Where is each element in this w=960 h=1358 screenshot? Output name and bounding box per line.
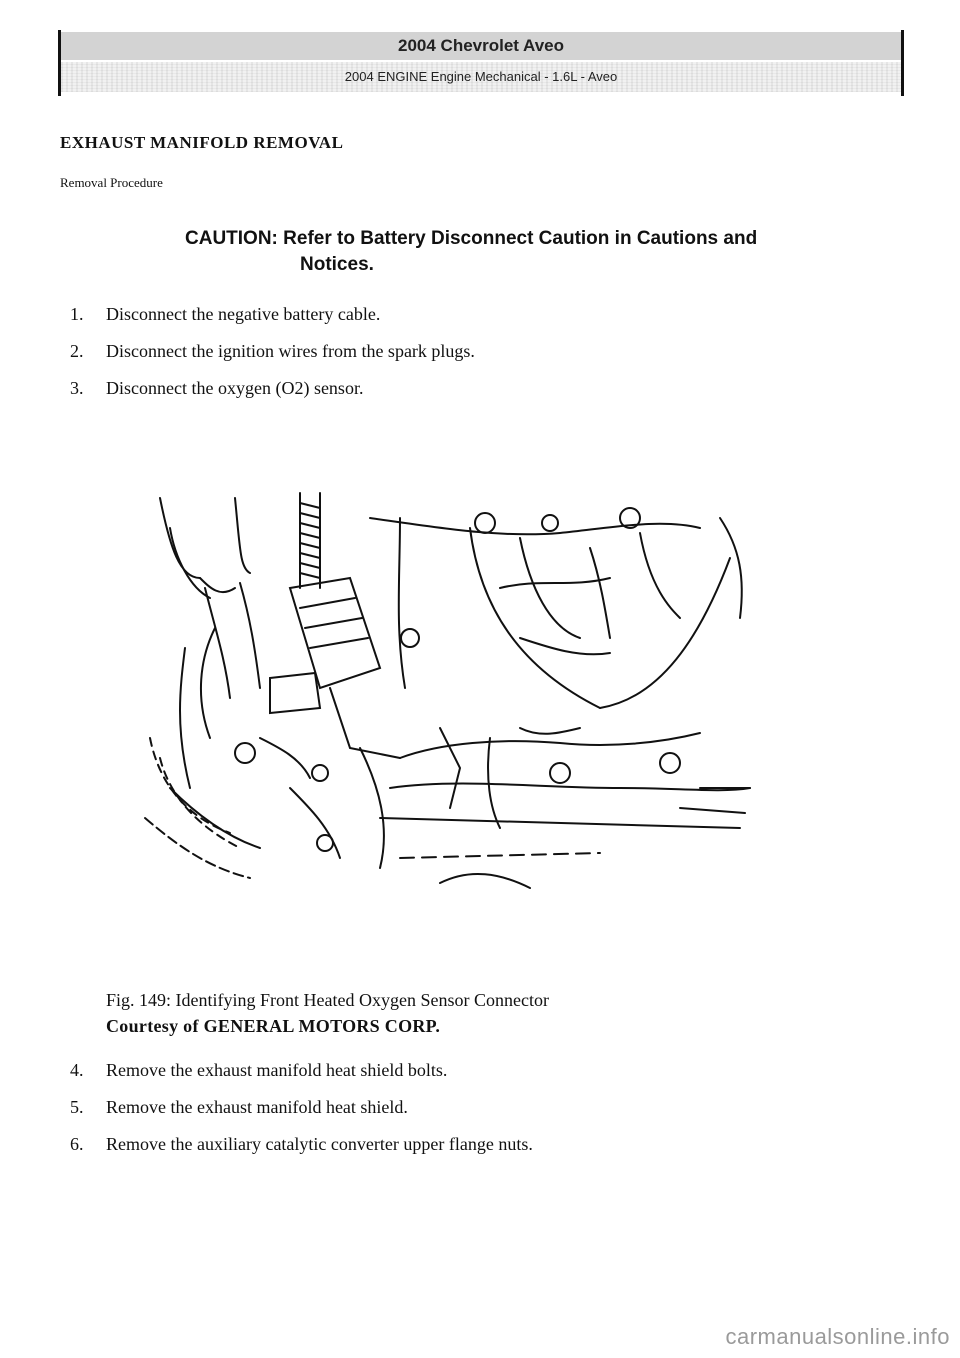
step-text: Disconnect the oxygen (O2) sensor.	[106, 378, 364, 398]
step-number: 3.	[70, 378, 84, 398]
header-subtitle: 2004 ENGINE Engine Mechanical - 1.6L - Aveo	[61, 62, 901, 92]
engine-line-drawing	[140, 488, 760, 908]
caution-notice	[185, 226, 875, 278]
step-text: Remove the exhaust manifold heat shield.	[106, 1097, 408, 1117]
step-number: 6.	[70, 1134, 84, 1154]
step-item	[70, 376, 475, 401]
section-title: EXHAUST MANIFOLD REMOVAL	[60, 133, 344, 152]
steps-list-first	[70, 302, 475, 413]
caution-continuation: Notices.	[300, 254, 374, 275]
figure-caption	[106, 987, 806, 1039]
step-text: Remove the exhaust manifold heat shield bolts.	[106, 1060, 448, 1080]
step-item	[70, 1132, 533, 1157]
caution-text: Refer to Battery Disconnect Caution in Cautions and	[283, 228, 758, 249]
figure-caption-credit: Courtesy of GENERAL MOTORS CORP.	[106, 1016, 441, 1036]
watermark-link[interactable]: carmanualsonline.info	[725, 1324, 950, 1349]
step-text: Remove the auxiliary catalytic converter upper flange nuts.	[106, 1134, 533, 1154]
document-header	[58, 30, 904, 96]
steps-list-second	[70, 1058, 533, 1169]
figure-caption-title: Fig. 149: Identifying Front Heated Oxygen Sensor Connector	[106, 990, 549, 1010]
step-item	[70, 302, 475, 327]
step-item	[70, 1095, 533, 1120]
step-number: 4.	[70, 1060, 84, 1080]
step-number: 2.	[70, 341, 84, 361]
step-text: Disconnect the ignition wires from the spark plugs.	[106, 341, 475, 361]
step-number: 1.	[70, 304, 84, 324]
header-title: 2004 Chevrolet Aveo	[61, 32, 901, 60]
step-item	[70, 339, 475, 364]
subsection-title: Removal Procedure	[60, 175, 163, 190]
caution-label: CAUTION:	[185, 228, 278, 249]
step-text: Disconnect the negative battery cable.	[106, 304, 381, 324]
step-item	[70, 1058, 533, 1083]
step-number: 5.	[70, 1097, 84, 1117]
